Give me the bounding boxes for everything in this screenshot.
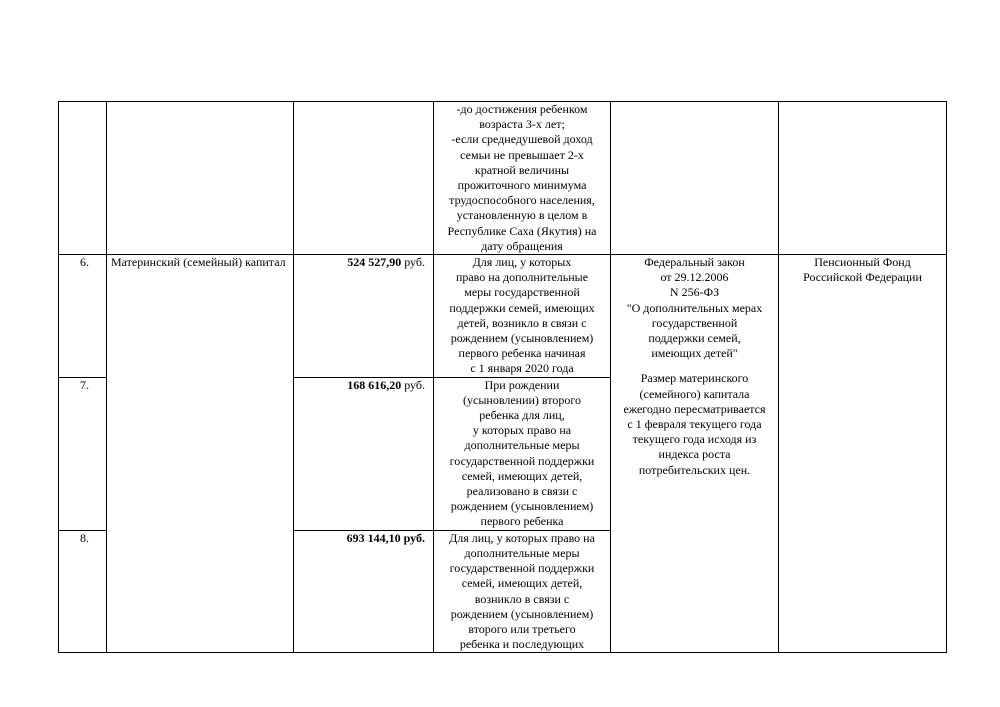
conditions-line: детей, возникло в связи с — [457, 315, 587, 330]
table-row — [59, 102, 947, 255]
conditions-line: семей, имеющих детей, — [461, 468, 583, 483]
conditions-line: государственной поддержки — [449, 561, 595, 576]
conditions-line: возраста 3-х лет; — [479, 117, 565, 132]
row-number-cell: 7. — [59, 377, 107, 530]
benefits-table — [58, 101, 947, 653]
conditions-line: второго или третьего — [468, 621, 576, 636]
amount-unit: руб. — [404, 255, 425, 270]
conditions-line: прожиточного минимума — [457, 178, 587, 193]
law-note-line: с 1 февраля текущего года — [627, 417, 762, 432]
amount-value: 168 616,20 — [347, 377, 402, 392]
conditions-line: дату обращения — [481, 238, 563, 253]
amount-cell — [294, 255, 434, 378]
conditions-cell — [434, 102, 611, 255]
conditions-line: государственной поддержки — [449, 453, 595, 468]
conditions-line: ребенка и последующих — [459, 637, 585, 652]
conditions-line: установленную в целом в — [456, 208, 588, 223]
conditions-line: право на дополнительные — [455, 270, 589, 285]
conditions-line: ребенка для лиц, — [479, 408, 565, 423]
law-note-line: индекса роста — [658, 447, 731, 462]
conditions-line: меры государственной — [464, 285, 580, 300]
table-row — [59, 255, 947, 378]
law-line: "О дополнительных мерах — [626, 300, 763, 315]
conditions-cell — [434, 255, 611, 378]
law-note-line: Размер материнского — [640, 371, 749, 386]
amount-cell — [294, 102, 434, 255]
law-cell — [611, 255, 779, 653]
conditions-cell — [434, 377, 611, 530]
conditions-line: возникло в связи с — [474, 591, 570, 606]
law-note-line: текущего года исходя из — [632, 432, 757, 447]
conditions-line: Для лиц, у которых право на — [449, 530, 595, 545]
law-line: от 29.12.2006 — [660, 270, 729, 285]
amount-cell — [294, 377, 434, 530]
organization-cell: Пенсионный Фонд Российской Федерации — [779, 255, 947, 653]
row-number-cell: 8. — [59, 530, 107, 653]
conditions-line: Для лиц, у которых — [472, 255, 572, 270]
amount-value: 524 527,90 — [347, 255, 402, 270]
law-note-line: ежегодно пересматривается — [623, 401, 766, 416]
law-line: государственной — [651, 315, 738, 330]
law-line: имеющих детей" — [651, 346, 738, 361]
conditions-line: первого ребенка — [480, 514, 564, 529]
conditions-line: дополнительные меры — [464, 545, 580, 560]
conditions-line: Республике Саха (Якутия) на — [447, 223, 597, 238]
law-cell — [611, 102, 779, 255]
conditions-line: рождением (усыновлением) — [450, 331, 594, 346]
conditions-line: рождением (усыновлением) — [450, 606, 594, 621]
amount-cell: 693 144,10 руб. — [294, 530, 434, 653]
law-line: Федеральный закон — [644, 255, 745, 270]
conditions-line: дополнительные меры — [464, 438, 580, 453]
conditions-line: семьи не превышает 2-х — [460, 147, 584, 162]
spacer — [619, 361, 770, 371]
conditions-line: с 1 января 2020 года — [470, 361, 574, 376]
conditions-line: -если среднедушевой доход — [451, 132, 593, 147]
conditions-line: кратной величины — [474, 162, 570, 177]
law-line: поддержки семей, — [648, 331, 741, 346]
conditions-line: поддержки семей, имеющих — [449, 300, 595, 315]
conditions-line: у которых право на — [472, 423, 572, 438]
row-number-cell: 6. — [59, 255, 107, 378]
benefit-name-cell: Материнский (семейный) капитал — [107, 255, 294, 653]
conditions-line: первого ребенка начиная — [458, 346, 586, 361]
row-number-cell — [59, 102, 107, 255]
conditions-line: семей, имеющих детей, — [461, 576, 583, 591]
benefit-name-cell — [107, 102, 294, 255]
organization-cell — [779, 102, 947, 255]
law-note-line: (семейного) капитала — [639, 386, 750, 401]
conditions-cell — [434, 530, 611, 653]
conditions-line: -до достижения ребенком — [456, 102, 588, 116]
conditions-line: (усыновлении) второго — [463, 392, 581, 407]
conditions-line: При рождении — [484, 377, 560, 392]
law-line: N 256-ФЗ — [669, 285, 720, 300]
law-note-line: потребительских цен. — [638, 462, 751, 477]
conditions-line: трудоспособного населения, — [449, 193, 595, 208]
conditions-line: реализовано в связи с — [466, 484, 578, 499]
amount-unit: руб. — [404, 377, 425, 392]
conditions-line: рождением (усыновлением) — [450, 499, 594, 514]
